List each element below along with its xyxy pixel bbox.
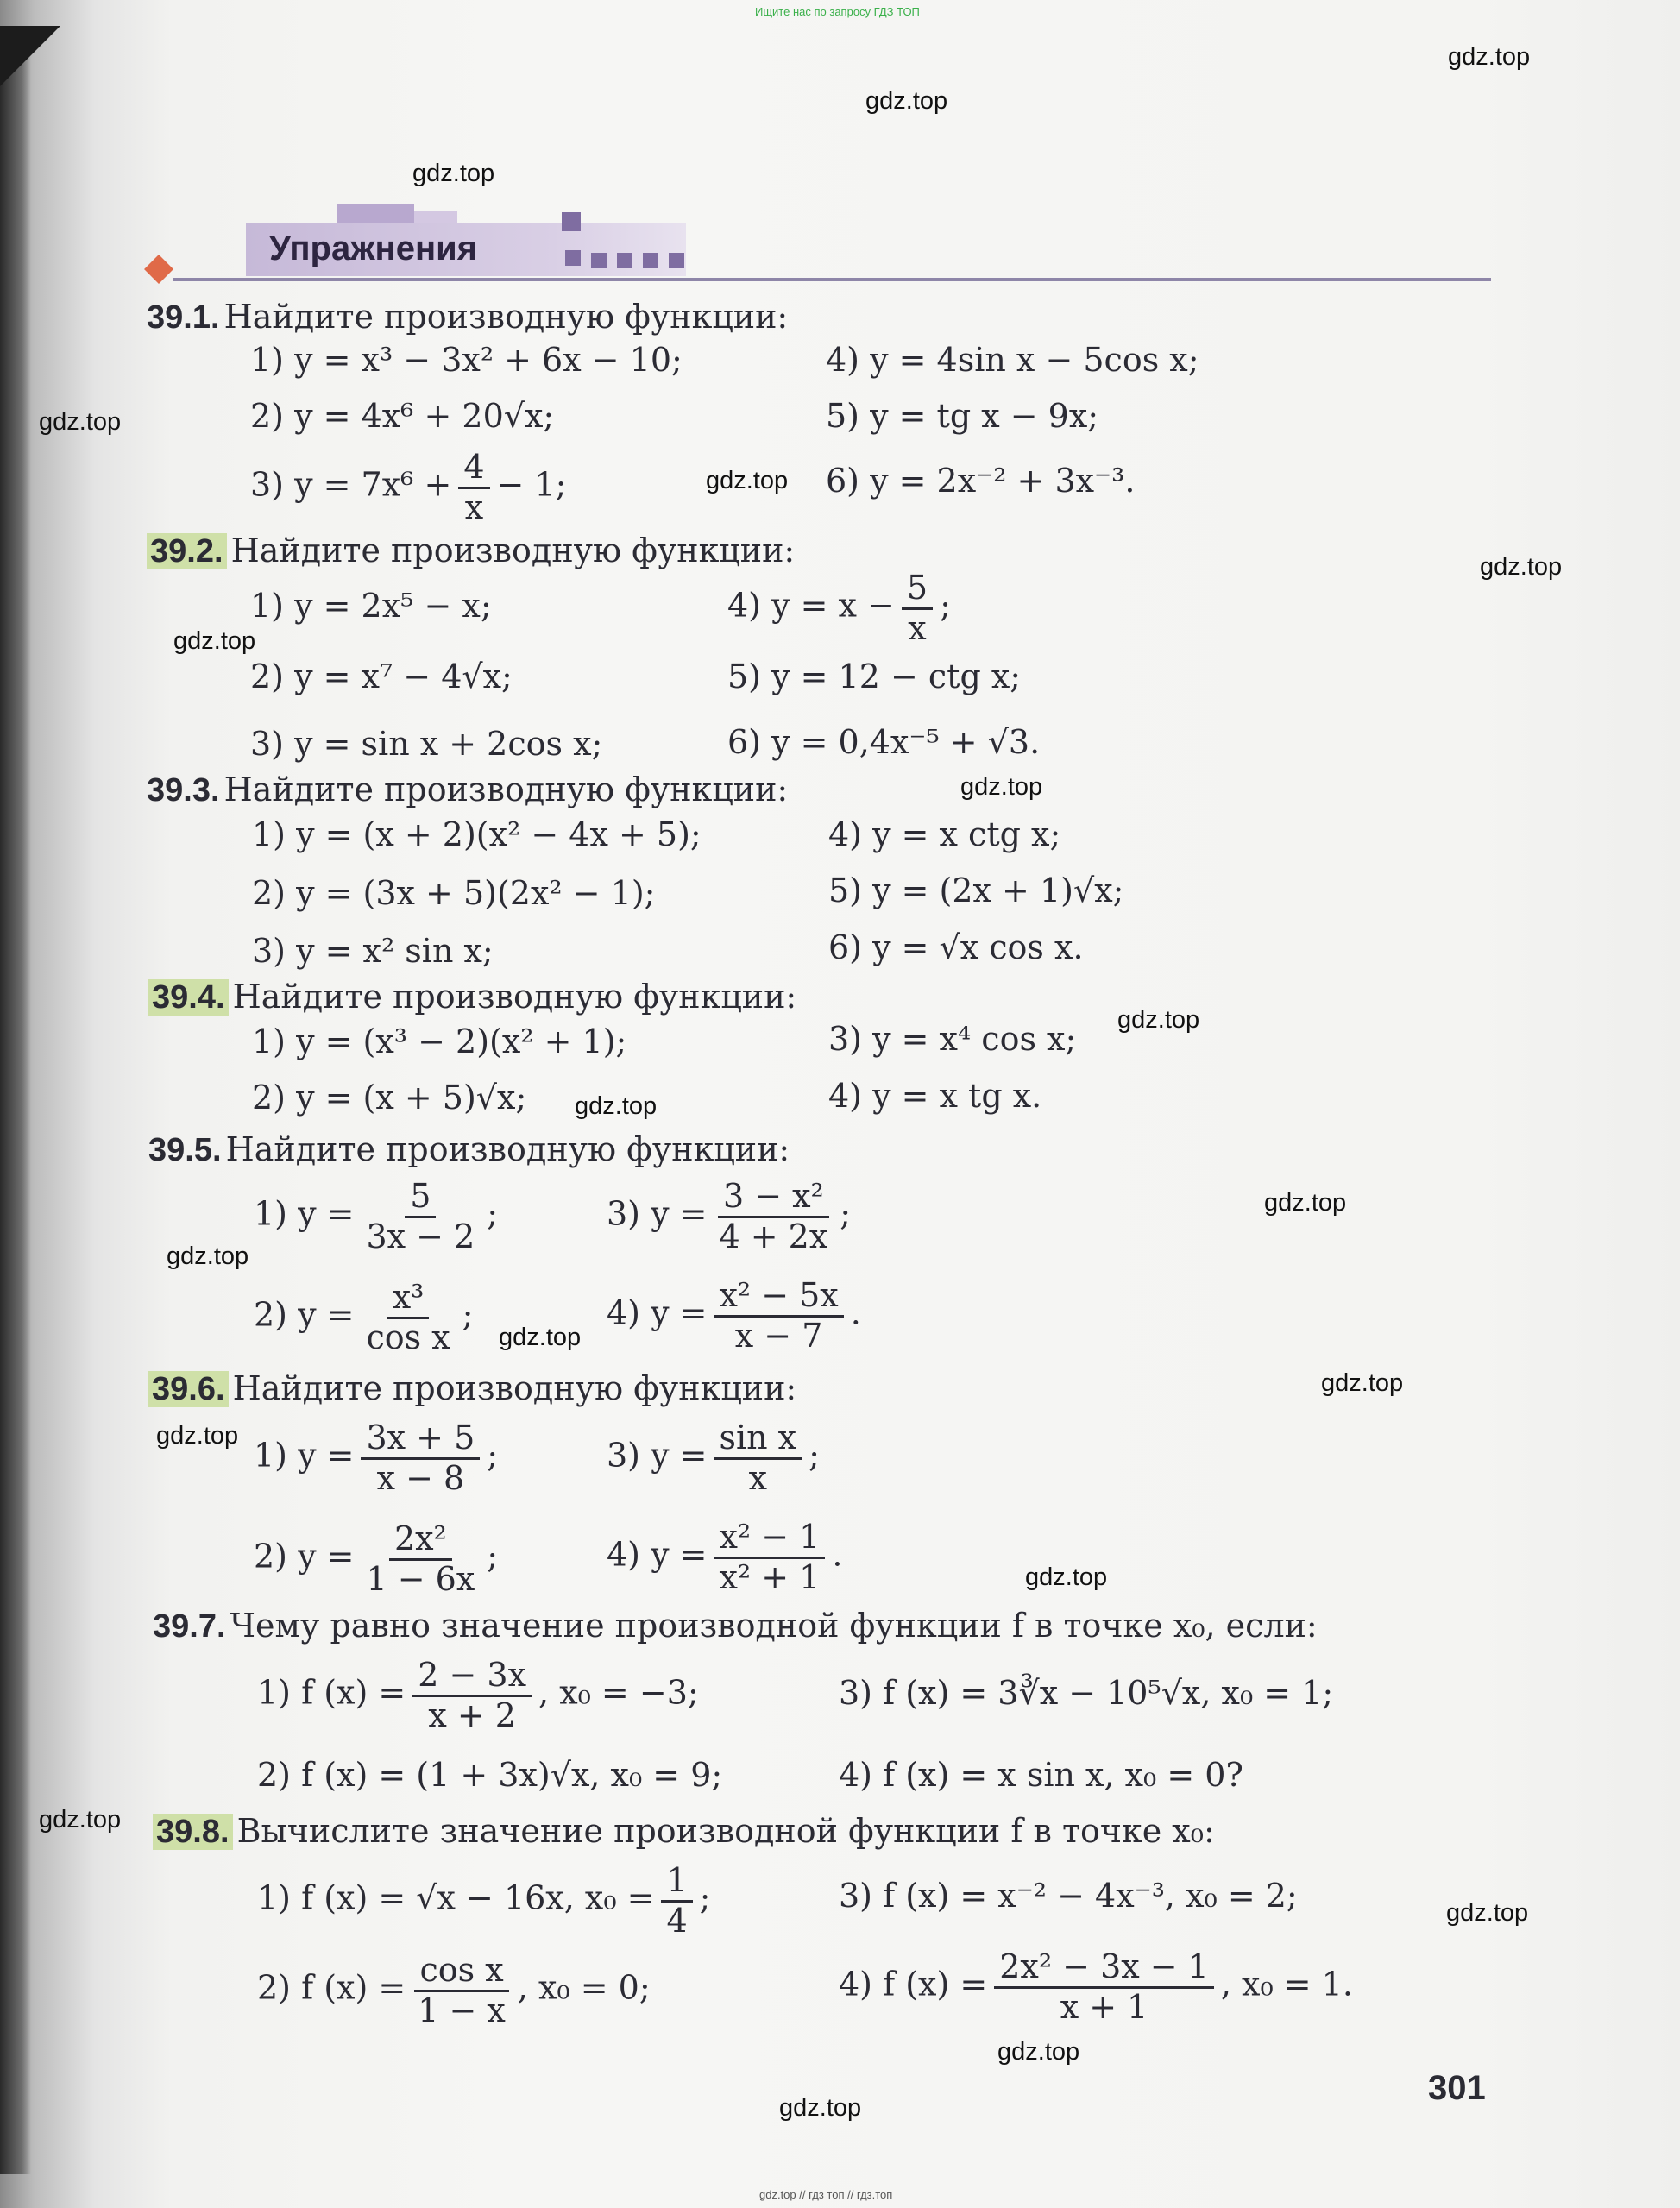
fraction-denominator: x [464,488,484,526]
exercise-item: 6) y = √x cos x. [828,928,1084,966]
item-suffix: , x₀ = 1. [1220,1965,1353,2004]
fraction [361,1419,480,1497]
exercise-item: 3) y = x⁴ cos x; [828,1020,1077,1058]
exercise-number: 39.8. [153,1814,233,1850]
fraction [361,1279,455,1356]
header-square [669,253,684,268]
fraction-numerator: 2x² [389,1520,452,1561]
fraction [412,1952,511,2029]
watermark: gdz.top [575,1092,658,1120]
page-corner [0,26,60,86]
item-prefix: 4) y = x − [727,586,895,625]
watermark: gdz.top [39,1806,122,1834]
exercise-text: Вычислите значение производной функции f в точке x₀: [236,1812,1215,1850]
fraction-numerator: x³ [387,1279,430,1319]
fraction [994,1948,1214,2026]
fraction-denominator: 1 − x [418,1991,506,2029]
bottom-note: gdz.top // гдз топ // гдз.топ [759,2188,893,2201]
fraction-numerator: 2 − 3x [412,1657,532,1697]
watermark: gdz.top [412,160,495,187]
header-decoration [337,204,414,224]
watermark: gdz.top [39,408,122,436]
exercise-item: 4) y = x tg x. [828,1077,1042,1115]
watermark: gdz.top [156,1422,239,1450]
item-prefix: 2) f (x) = [257,1968,406,2007]
fraction-denominator: x² + 1 [719,1557,821,1596]
item-prefix: 1) f (x) = √x − 16x, x₀ = [257,1878,655,1917]
fraction-denominator: cos x [366,1318,450,1356]
fraction [412,1657,532,1734]
exercise-item: 3) f (x) = x⁻² − 4x⁻³, x₀ = 2; [839,1877,1298,1915]
exercise-item-fraction [607,1277,861,1355]
fraction [902,569,933,647]
exercise-item: 5) y = 12 − ctg x; [727,657,1022,695]
page-spine-shadow [0,35,31,2174]
fraction [714,1277,843,1355]
exercise-text: Найдите производную функции: [232,978,797,1016]
fraction-numerator: x² − 1 [714,1519,825,1559]
exercise-39-6-heading [148,1369,796,1408]
item-prefix: 1) y = [254,1436,355,1475]
exercise-item: 3) y = sin x + 2cos x; [250,725,603,763]
watermark: gdz.top [779,2094,862,2122]
exercise-item: 4) f (x) = x sin x, x₀ = 0? [839,1756,1243,1794]
exercise-item: 5) y = tg x − 9x; [826,397,1099,435]
item-suffix: ; [487,1194,499,1233]
watermark: gdz.top [960,773,1043,801]
item-prefix: 4) y = [607,1535,708,1574]
fraction-denominator: x − 8 [376,1458,465,1497]
watermark: gdz.top [173,627,256,655]
exercise-item-fraction [727,569,951,647]
exercise-number: 39.5. [148,1132,222,1168]
fraction-numerator: 5 [405,1178,436,1218]
fraction-denominator: x [908,608,927,647]
watermark: gdz.top [167,1242,249,1270]
exercise-item-fraction [254,1178,498,1255]
watermark: gdz.top [1480,553,1563,581]
fraction [458,449,489,526]
watermark: gdz.top [1321,1369,1404,1397]
fraction [714,1419,802,1497]
exercise-item: 2) y = (3x + 5)(2x² − 1); [252,874,656,912]
exercise-item: 1) y = (x + 2)(x² − 4x + 5); [252,815,702,853]
exercise-39-8-heading [153,1812,1215,1851]
exercise-item: 5) y = (2x + 1)√x; [828,871,1124,909]
item-suffix: ; [809,1436,820,1475]
exercise-number: 39.7. [153,1608,226,1645]
exercise-item-fraction [254,1520,498,1598]
item-prefix: 4) f (x) = [839,1965,988,2004]
exercise-item: 2) y = 4x⁶ + 20√x; [250,397,555,435]
exercise-item-fraction [254,1419,498,1497]
item-prefix: 2) y = [254,1295,355,1334]
watermark: gdz.top [1446,1899,1529,1927]
header-square [591,253,607,268]
fraction [361,1178,480,1255]
item-prefix: 2) y = [254,1537,355,1576]
exercise-item-fraction [257,1952,651,2029]
exercise-number: 39.1. [147,299,220,336]
exercise-39-1-heading [147,298,788,337]
fraction-numerator: 3x + 5 [361,1419,480,1460]
exercise-item-fraction [607,1178,851,1255]
fraction-numerator: 1 [661,1862,692,1903]
exercise-item: 2) y = (x + 5)√x; [252,1079,527,1117]
exercise-item: 4) y = x ctg x; [828,815,1061,853]
fraction-denominator: x [748,1458,767,1497]
exercise-39-7-heading [153,1607,1318,1645]
exercise-item: 3) y = x² sin x; [252,932,494,970]
fraction [714,1178,833,1255]
fraction-numerator: x² − 5x [714,1277,843,1318]
exercise-item: 6) y = 0,4x⁻⁵ + √3. [727,723,1041,761]
watermark: gdz.top [997,2038,1080,2066]
fraction-numerator: 4 [458,449,489,489]
item-suffix: , x₀ = −3; [538,1673,699,1712]
exercise-39-3-heading [147,771,788,809]
item-suffix: ; [487,1537,499,1576]
exercise-39-4-heading [148,978,796,1016]
exercise-39-2-heading [147,532,795,570]
top-note: Ищите нас по запросу ГДЗ ТОП [755,5,920,18]
exercise-item: 2) y = x⁷ − 4√x; [250,657,513,695]
item-prefix: 4) y = [607,1293,708,1332]
item-prefix: 3) y = [607,1436,708,1475]
item-suffix: . [850,1293,861,1332]
item-suffix: ; [840,1194,852,1233]
fraction-numerator: 3 − x² [718,1178,829,1218]
watermark: gdz.top [706,467,789,494]
exercise-text: Найдите производную функции: [232,1369,797,1407]
header-square [565,250,581,266]
section-title: Упражнения [269,230,478,267]
exercise-number: 39.6. [148,1371,229,1407]
fraction-numerator: cos x [414,1952,508,1992]
item-suffix: ; [699,1878,711,1917]
watermark: gdz.top [1264,1189,1347,1217]
section-divider [173,278,1491,281]
fraction-denominator: 1 − 6x [366,1559,475,1598]
fraction-denominator: 3x − 2 [366,1217,475,1255]
item-suffix: − 1; [496,465,567,504]
exercise-item-fraction [254,1279,473,1356]
item-suffix: ; [462,1295,474,1334]
exercise-item: 1) y = x³ − 3x² + 6x − 10; [250,341,683,379]
watermark: gdz.top [865,87,948,115]
item-suffix: , x₀ = 0; [517,1968,651,2007]
fraction-numerator: sin x [714,1419,802,1460]
exercise-text: Найдите производную функции: [223,298,789,336]
fraction-denominator: x + 2 [428,1695,516,1734]
exercise-item: 1) y = 2x⁵ − x; [250,587,492,625]
header-square [562,212,581,231]
exercise-item: 3) f (x) = 3∛x − 10⁵√x, x₀ = 1; [839,1674,1334,1712]
fraction-denominator: 4 [666,1901,688,1940]
watermark: gdz.top [1117,1006,1200,1034]
item-prefix: 3) y = 7x⁶ + [250,465,452,504]
fraction-denominator: x + 1 [1060,1987,1148,2026]
watermark: gdz.top [1025,1563,1108,1591]
fraction-numerator: 5 [902,569,933,610]
exercise-item: 4) y = 4sin x − 5cos x; [826,341,1199,379]
exercise-text: Чему равно значение производной функции f в точке x₀, если: [230,1607,1318,1645]
exercise-item-fraction [250,449,566,526]
fraction-denominator: 4 + 2x [719,1217,828,1255]
header-square [643,253,658,268]
exercise-text: Найдите производную функции: [225,1130,790,1168]
fraction [661,1862,692,1940]
item-prefix: 1) y = [254,1194,355,1233]
item-suffix: ; [940,586,951,625]
item-suffix: ; [487,1436,499,1475]
exercise-number: 39.4. [148,979,229,1016]
exercise-text: Найдите производную функции: [230,532,796,569]
exercise-item-fraction [607,1419,820,1497]
exercise-text: Найдите производную функции: [223,771,789,808]
exercise-item-fraction [839,1948,1353,2026]
exercise-item: 6) y = 2x⁻² + 3x⁻³. [826,462,1136,500]
page-number: 301 [1428,2069,1486,2107]
exercise-number: 39.2. [147,533,227,569]
exercise-item: 2) f (x) = (1 + 3x)√x, x₀ = 9; [257,1756,723,1794]
item-prefix: 1) f (x) = [257,1673,406,1712]
fraction [714,1519,825,1596]
exercise-39-5-heading [148,1130,790,1169]
fraction-numerator: 2x² − 3x − 1 [994,1948,1214,1989]
exercise-number: 39.3. [147,772,220,808]
item-suffix: . [832,1535,843,1574]
watermark: gdz.top [1448,43,1531,71]
fraction [361,1520,480,1598]
header-square [617,253,632,268]
exercise-item: 1) y = (x³ − 2)(x² + 1); [252,1022,627,1060]
watermark: gdz.top [499,1324,582,1351]
item-prefix: 3) y = [607,1194,708,1233]
exercise-item-fraction [607,1519,842,1596]
fraction-denominator: x − 7 [734,1316,823,1355]
exercise-item-fraction [257,1657,699,1734]
exercise-item-fraction [257,1862,710,1940]
